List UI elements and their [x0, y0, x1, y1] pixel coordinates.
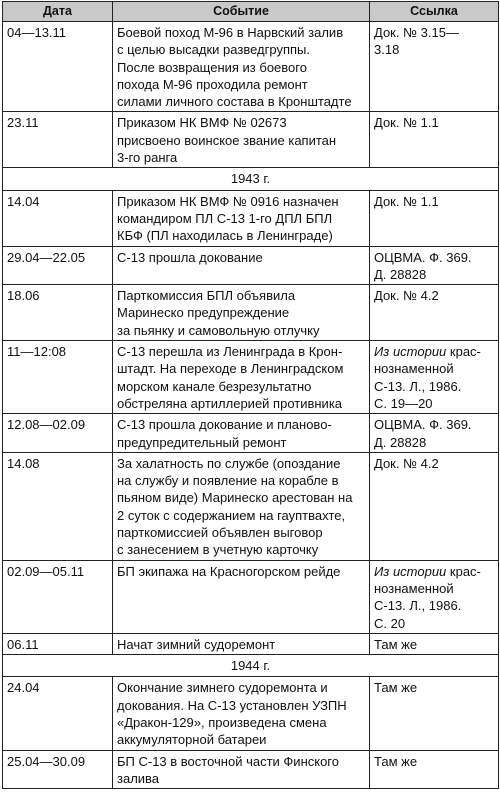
reference-cell [370, 560, 499, 633]
reference-rest: крас- нознаменной С-13. Л., 1986. С. 20 [374, 563, 481, 631]
date-cell: 24.04 [3, 677, 113, 750]
header-date: Дата [3, 2, 113, 22]
reference-cell: Там же [370, 633, 499, 654]
table-row [3, 285, 499, 341]
reference-italic-title: Из истории [374, 563, 447, 579]
reference-cell: ОЦВМА. Ф. 369. Д. 28828 [370, 414, 499, 453]
event-cell: Парткомиссия БПЛ объявила Маринеско предупреждение за пьянку и самовольную отлучку [113, 285, 370, 341]
table-row [3, 246, 499, 285]
header-reference: Ссылка [370, 2, 499, 22]
header-event: Событие [113, 2, 370, 22]
header-row [3, 2, 499, 22]
reference-rest: крас- нознаменной С-13. Л., 1986. С. 19—20 [374, 344, 481, 411]
event-cell: С-13 перешла из Ленинграда в Крон- штадт. На переходе в Ленинградском морском канале безрезультатно обстреляна артиллерией противника [113, 341, 370, 414]
table-row [3, 112, 499, 168]
chronology-table [2, 1, 499, 789]
table-row [3, 452, 499, 560]
table-row [3, 414, 499, 453]
table-row [3, 22, 499, 112]
date-cell: 06.11 [3, 633, 113, 654]
date-cell: 23.11 [3, 112, 113, 168]
table-row [3, 677, 499, 750]
reference-cell: Там же [370, 677, 499, 750]
event-cell: БП экипажа на Красногорском рейде [113, 560, 370, 633]
event-cell: Приказом НК ВМФ № 0916 назначен командиром ПЛ С-13 1-го ДПЛ БПЛ КБФ (ПЛ находилась в Ленинграде) [113, 190, 370, 246]
table-row [3, 341, 499, 414]
date-cell: 18.06 [3, 285, 113, 341]
reference-cell: Док. № 3.15— 3.18 [370, 22, 499, 112]
event-cell: Начат зимний судоремонт [113, 633, 370, 654]
date-cell: 14.08 [3, 452, 113, 560]
reference-italic-title: Из истории [374, 344, 447, 360]
reference-cell: Док. № 1.1 [370, 190, 499, 246]
event-cell: Боевой поход М-96 в Нарвский залив с целью высадки разведгруппы. После возвращения из боевого похода М-96 проходила ремонт силами личного состава в Кронштадте [113, 22, 370, 112]
date-cell: 02.09—05.11 [3, 560, 113, 633]
date-cell: 11—12:08 [3, 341, 113, 414]
reference-cell [370, 341, 499, 414]
date-cell: 14.04 [3, 190, 113, 246]
table-row [3, 190, 499, 246]
date-cell: 04—13.11 [3, 22, 113, 112]
event-cell: Приказом НК ВМФ № 02673 присвоено воинское звание капитан 3-го ранга [113, 112, 370, 168]
year-row [3, 168, 499, 190]
date-cell: 12.08—02.09 [3, 414, 113, 453]
reference-cell: ОЦВМА. Ф. 369. Д. 28828 [370, 246, 499, 285]
table-header [3, 2, 499, 22]
reference-cell: Док. № 4.2 [370, 452, 499, 560]
table-row [3, 633, 499, 654]
year-cell: 1944 г. [3, 655, 499, 677]
event-cell: За халатность по службе (опоздание на службу и появление на корабле в пьяном виде) Маринеско арестован на 2 суток с содержанием на гауптвахте, парткомиссией объявлен выговор с занесением в учетную карточку [113, 452, 370, 560]
year-row [3, 655, 499, 677]
event-cell: С-13 прошла докование и планово- предупредительный ремонт [113, 414, 370, 453]
table-body [3, 22, 499, 789]
table-row [3, 560, 499, 633]
date-cell: 29.04—22.05 [3, 246, 113, 285]
event-cell: С-13 прошла докование [113, 246, 370, 285]
year-cell: 1943 г. [3, 168, 499, 190]
table-row [3, 750, 499, 789]
event-cell: БП С-13 в восточной части Финского залива [113, 750, 370, 789]
reference-cell: Док. № 4.2 [370, 285, 499, 341]
event-cell: Окончание зимнего судоремонта и докования. На С-13 установлен УЗПН «Дракон-129», произведена смена аккумуляторной батареи [113, 677, 370, 750]
reference-cell: Док. № 1.1 [370, 112, 499, 168]
reference-cell: Там же [370, 750, 499, 789]
date-cell: 25.04—30.09 [3, 750, 113, 789]
